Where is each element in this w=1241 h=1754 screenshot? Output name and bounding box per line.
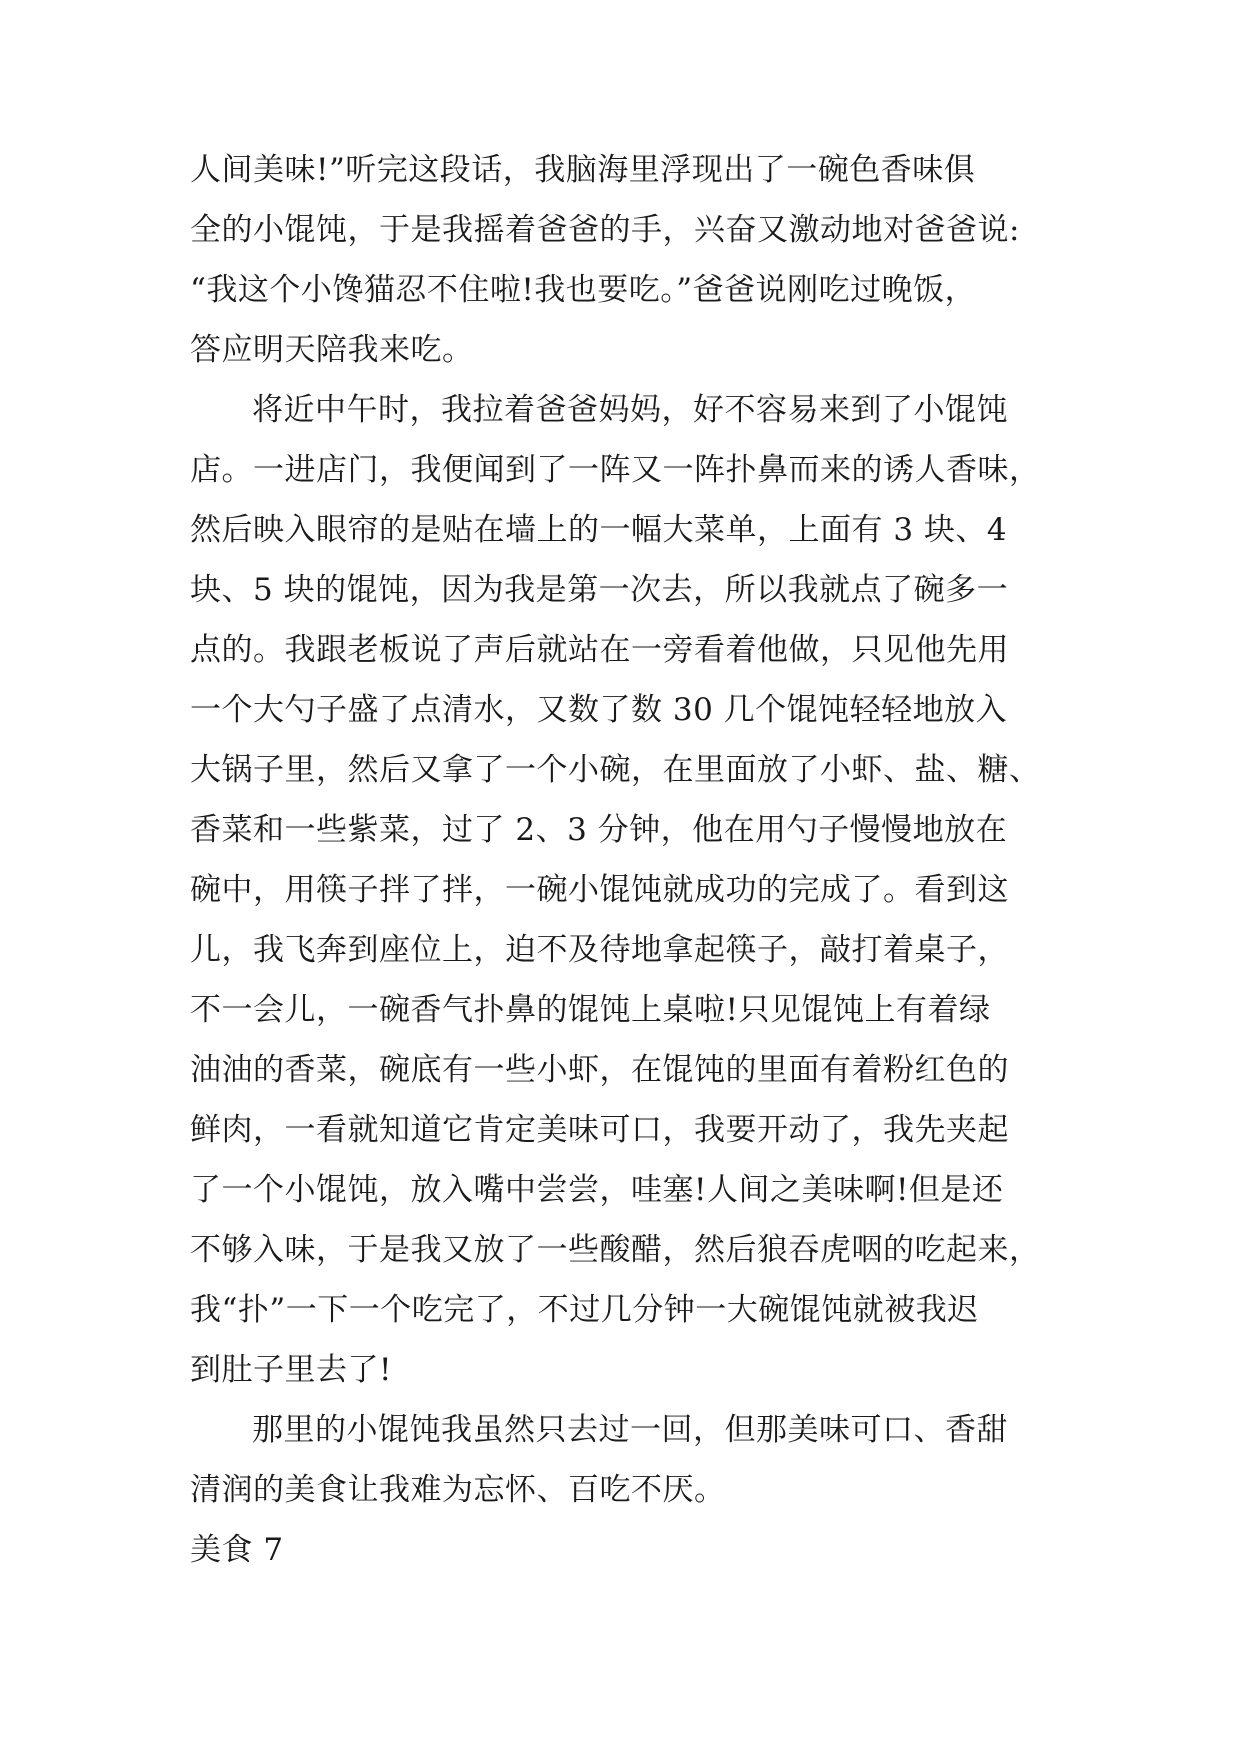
text-line: “我这个小馋猫忍不住啦!我也要吃。”爸爸说刚吃过晚饭， bbox=[190, 272, 977, 308]
essay-body bbox=[190, 140, 1070, 1580]
paragraph-start-line: 那里的小馄饨我虽然只去过一回，但那美味可口、香甜 bbox=[252, 1412, 1008, 1448]
text-line: 不够入味，于是我又放了一些酸醋，然后狼吞虎咽的吃起来， bbox=[190, 1232, 1041, 1268]
text-line: 我“扑”一下一个吃完了，不过几分钟一大碗馄饨就被我迟 bbox=[190, 1292, 979, 1328]
text-line: 人间美味!”听完这段话，我脑海里浮现出了一碗色香味俱 bbox=[190, 152, 976, 188]
text-line: 店。一进店门，我便闻到了一阵又一阵扑鼻而来的诱人香味， bbox=[190, 452, 1041, 488]
text-line: 一个大勺子盛了点清水，又数了数 30 几个馄饨轻轻地放入 bbox=[190, 692, 1008, 728]
text-line: 答应明天陪我来吃。 bbox=[190, 332, 474, 368]
text-line: 油油的香菜，碗底有一些小虾，在馄饨的里面有着粉红色的 bbox=[190, 1052, 1009, 1088]
paragraph-start-line: 将近中午时，我拉着爸爸妈妈，好不容易来到了小馄饨 bbox=[252, 392, 1008, 428]
section-heading: 美食 7 bbox=[190, 1532, 284, 1568]
text-line: 香菜和一些紫菜，过了 2、3 分钟，他在用勺子慢慢地放在 bbox=[190, 812, 1008, 848]
text-line: 儿，我飞奔到座位上，迫不及待地拿起筷子，敲打着桌子， bbox=[190, 932, 1009, 968]
text-line: 全的小馄饨，于是我摇着爸爸的手，兴奋又激动地对爸爸说: bbox=[190, 212, 1020, 248]
text-line: 碗中，用筷子拌了拌，一碗小馄饨就成功的完成了。看到这 bbox=[190, 872, 1009, 908]
text-line: 然后映入眼帘的是贴在墙上的一幅大菜单，上面有 3 块、4 bbox=[190, 512, 1008, 548]
text-line: 大锅子里，然后又拿了一个小碗，在里面放了小虾、盐、糖、 bbox=[190, 752, 1041, 788]
text-line: 清润的美食让我难为忘怀、百吃不厌。 bbox=[190, 1472, 726, 1508]
text-line: 了一个小馄饨，放入嘴中尝尝，哇塞!人间之美味啊!但是还 bbox=[190, 1172, 1004, 1208]
text-line: 鲜肉，一看就知道它肯定美味可口，我要开动了，我先夹起 bbox=[190, 1112, 1009, 1148]
text-line: 点的。我跟老板说了声后就站在一旁看着他做，只见他先用 bbox=[190, 632, 1009, 668]
text-line: 不一会儿，一碗香气扑鼻的馄饨上桌啦!只见馄饨上有着绿 bbox=[190, 992, 991, 1028]
text-line: 块、5 块的馄饨，因为我是第一次去，所以我就点了碗多一 bbox=[190, 572, 1009, 608]
text-line: 到肚子里去了! bbox=[190, 1352, 392, 1388]
